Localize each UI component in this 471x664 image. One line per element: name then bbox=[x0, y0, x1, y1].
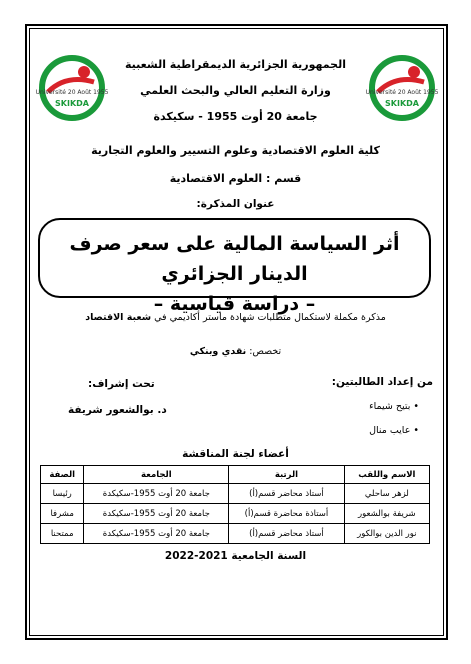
specialty-value: نقدي وبنكي bbox=[189, 346, 247, 357]
header-university: جامعة 20 أوت 1955 - سكيكدة bbox=[153, 110, 318, 123]
committee-header-row bbox=[41, 466, 430, 484]
member-role: رئيسا bbox=[41, 484, 84, 504]
member-rank: أستاذة محاضرة قسم(أ) bbox=[229, 504, 344, 524]
logo-left-text-bottom: SKIKDA bbox=[55, 99, 89, 108]
thesis-title-line2: – دراسة قياسية – bbox=[153, 293, 316, 315]
thesis-title-line1: أثر السياسة المالية على سعر صرف الدينار الجزائري bbox=[69, 233, 400, 285]
member-university: جامعة 20 أوت 1955-سكيكدة bbox=[84, 524, 229, 544]
header-department: قسم : العلوم الاقتصادية bbox=[169, 172, 302, 185]
table-row bbox=[41, 524, 430, 544]
member-role: مشرفا bbox=[41, 504, 84, 524]
specialty-label: تخصص: bbox=[249, 346, 282, 357]
committee-table bbox=[40, 465, 430, 544]
table-row bbox=[41, 484, 430, 504]
supervisor-label: تحت إشراف: bbox=[88, 378, 155, 390]
thesis-specialty bbox=[0, 346, 471, 357]
committee-header-university: الجامعة bbox=[84, 466, 229, 484]
thesis-purpose-prefix: مذكرة مكملة لاستكمال متطلبات شهادة ماستر أكاديمي في bbox=[154, 312, 386, 323]
logo-right-text-bottom: SKIKDA bbox=[385, 99, 419, 108]
member-university: جامعة 20 أوت 1955-سكيكدة bbox=[84, 504, 229, 524]
committee-title: أعضاء لجنة المناقشة bbox=[182, 448, 289, 460]
thesis-purpose-field: شعبة الاقتصاد bbox=[85, 312, 152, 323]
member-name: نور الدين بوالكور bbox=[344, 524, 429, 544]
committee-header-rank: الرتبة bbox=[229, 466, 344, 484]
header-faculty: كلية العلوم الاقتصادية وعلوم التسيير والعلوم التجارية bbox=[91, 144, 380, 157]
committee-header-role: الصفة bbox=[41, 466, 84, 484]
member-rank: أستاذ محاضر قسم(أ) bbox=[229, 484, 344, 504]
member-university: جامعة 20 أوت 1955-سكيكدة bbox=[84, 484, 229, 504]
student-bullet-icon: • bbox=[410, 425, 419, 436]
header-republic: الجمهورية الجزائرية الديمقراطية الشعبية bbox=[125, 58, 346, 71]
header-ministry: وزارة التعليم العالي والبحث العلمي bbox=[140, 84, 331, 97]
logo-left-text-top: Université 20 Août 1955 bbox=[36, 89, 108, 96]
thesis-title-label: عنوان المذكرة: bbox=[196, 198, 275, 210]
student-name-2: • عايب منال bbox=[369, 425, 419, 436]
member-name: شريفة بوالشعور bbox=[344, 504, 429, 524]
academic-year: السنة الجامعية 2021-2022 bbox=[164, 550, 307, 562]
member-role: ممتحنا bbox=[41, 524, 84, 544]
member-name: لزهر ساحلي bbox=[344, 484, 429, 504]
member-rank: أستاذ محاضر قسم(أ) bbox=[229, 524, 344, 544]
table-row bbox=[41, 504, 430, 524]
thesis-purpose bbox=[0, 312, 471, 323]
logo-right-text-top: Université 20 Août 1955 bbox=[366, 89, 438, 96]
student-bullet-icon: • bbox=[410, 401, 419, 412]
supervisor-name: د. بوالشعور شريفة bbox=[68, 404, 167, 416]
student-name-1: • بتيح شيماء bbox=[369, 401, 419, 412]
committee-header-name: الاسم واللقب bbox=[344, 466, 429, 484]
students-label: من إعداد الطالبتين: bbox=[331, 376, 433, 388]
thesis-title-box bbox=[38, 218, 431, 315]
